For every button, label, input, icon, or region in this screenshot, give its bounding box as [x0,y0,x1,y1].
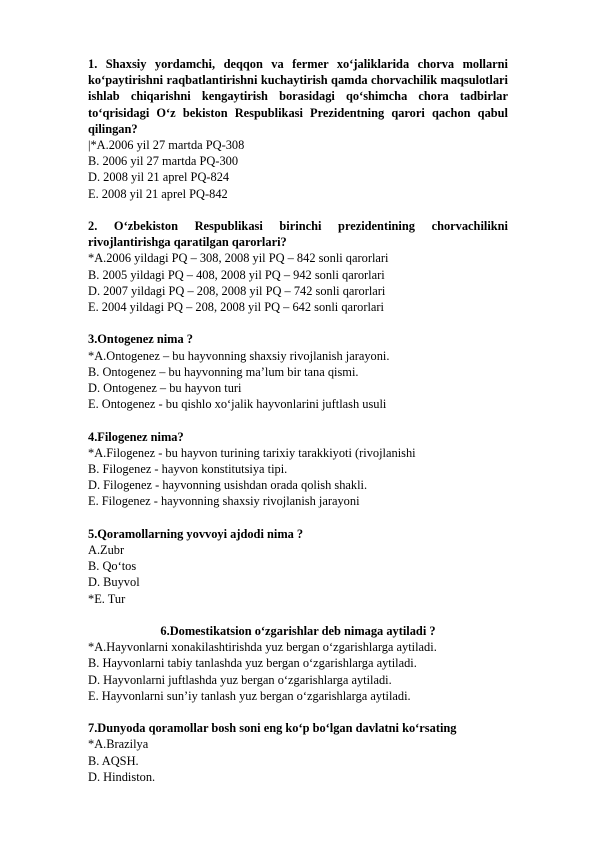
answer-option: D. Hindiston. [88,769,156,784]
answer-option: E. 2008 yil 21 aprel PQ-842 [88,186,228,201]
answer-option: *A.Hayvonlarni xonakilashtirishda yuz bergan o‘zgarishlarga aytiladi. [88,640,437,655]
answer-option: B. 2005 yildagi PQ – 408, 2008 yil PQ – 942 sonli qarorlari [88,267,385,282]
question-stem: 5.Qoramollarning yovvoyi ajdodi nima ? [88,526,304,541]
question-stem: 6.Domestikatsion o‘zgarishlar deb nimaga aytiladi ? [160,624,436,639]
answer-option: B. 2006 yil 27 martda PQ-300 [88,154,239,169]
answer-option: E. Hayvonlarni sun’iy tanlash yuz bergan o‘zgarishlarga aytiladi. [88,688,411,703]
answer-option: B. Ontogenez – bu hayvonning ma’lum bir tana qismi. [88,364,359,379]
answer-option: D. Hayvonlarni juftlashda yuz bergan o‘zgarishlarga aytiladi. [88,672,392,687]
answer-option: B. AQSH. [88,753,139,768]
question-3 [88,331,508,412]
question-7 [88,720,508,785]
question-5 [88,526,508,607]
question-stem: 3.Ontogenez nima ? [88,332,193,347]
question-4 [88,429,508,510]
answer-option: *A.Ontogenez – bu hayvonning shaxsiy rivojlanish jarayoni. [88,348,390,363]
question-stem: 7.Dunyoda qoramollar bosh soni eng ko‘p bo‘lgan davlatni ko‘rsating [88,721,457,736]
question-1 [88,56,508,202]
answer-option: D. 2008 yil 21 aprel PQ-824 [88,170,230,185]
answer-option: A.Zubr [88,543,125,558]
question-stem: 2. O‘zbekiston Respublikasi birinchi prezidentining chorvachilikni rivojlantirishga qaratilgan qarorlari? [88,219,508,250]
answer-option: *A.2006 yildagi PQ – 308, 2008 yil PQ – 842 sonli qarorlari [88,251,389,266]
answer-option: D. 2007 yildagi PQ – 208, 2008 yil PQ – 742 sonli qarorlari [88,283,386,298]
answer-option: E. Filogenez - hayvonning shaxsiy rivojlanish jarayoni [88,494,360,509]
question-6 [88,623,508,704]
question-2 [88,218,508,315]
question-stem: 4.Filogenez nima? [88,429,184,444]
answer-option: B. Qo‘tos [88,559,137,574]
answer-option: |*A.2006 yil 27 martda PQ-308 [88,138,245,153]
answer-option: B. Hayvonlarni tabiy tanlashda yuz bergan o‘zgarishlarga aytiladi. [88,656,417,671]
answer-option: B. Filogenez - hayvon konstitutsiya tipi. [88,462,288,477]
answer-option: D. Filogenez - hayvonning usishdan orada qolish shakli. [88,478,368,493]
answer-option: E. Ontogenez - bu qishlo xo‘jalik hayvonlarini juftlash usuli [88,397,387,412]
answer-option: D. Ontogenez – bu hayvon turi [88,381,242,396]
question-stem: 1. Shaxsiy yordamchi, deqqon va fermer xo‘jaliklarida chorva mollarni ko‘paytirishni raqbatlantirishni kuchaytirish qamda chorvachilik maqsulotlari ishlab chiqarishni kengaytirish borasidagi qo‘shimcha chora tadbirlar to‘qrisidagi O‘z bekiston Respublikasi Prezidentning qarori qachon qabul qilingan? [88,57,508,136]
answer-option: E. 2004 yildagi PQ – 208, 2008 yil PQ – 642 sonli qarorlari [88,300,384,315]
answer-option: D. Buyvol [88,575,140,590]
answer-option: *E. Tur [88,591,126,606]
document-page [88,56,508,801]
answer-option: *A.Filogenez - bu hayvon turining tarixiy tarakkiyoti (rivojlanishi [88,445,416,460]
answer-option: *A.Brazilya [88,737,149,752]
